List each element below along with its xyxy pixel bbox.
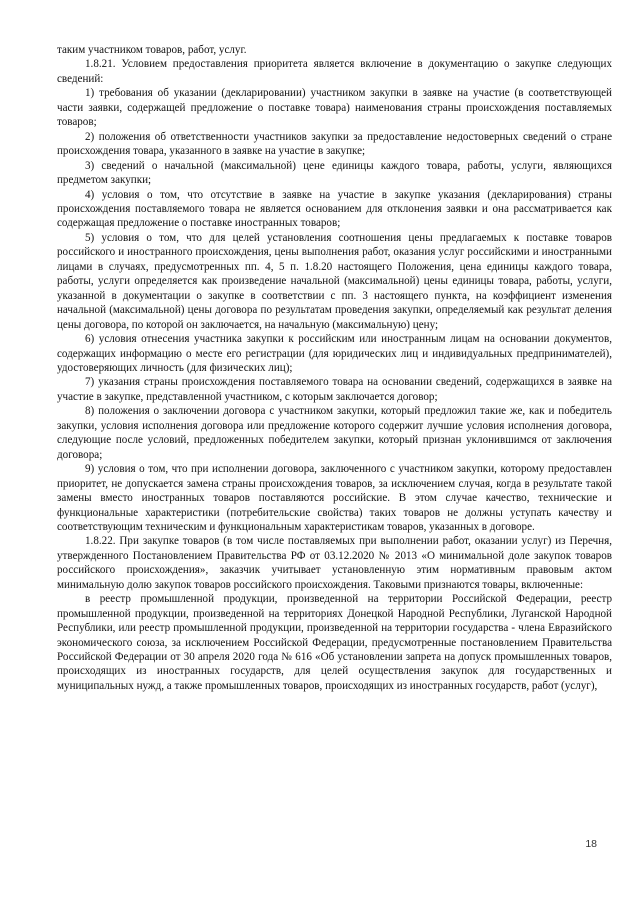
- paragraph-clause-1-8-22: 1.8.22. При закупке товаров (в том числе поставляемых при выполнении работ, оказании услуг) из Перечня, утвержденного Постановлением Правительства РФ от 03.12.2020 № 2013 «О минимальной доле закупок товаров российского происхождения», заказчик учитывает установленную этим нормативным правовым актом минимальную долю закупок товаров российского происхождения. Таковыми признаются товары, включенные:: [57, 535, 612, 591]
- paragraph-registry-list: в реестр промышленной продукции, произведенной на территории Российской Федерации, реестр промышленной продукции, произведенной на территориях Донецкой Народной Республики, Луганской Народной Республики, или реестр промышленной продукции, произведенной на территории государства - члена Евразийского экономического союза, за исключением Российской Федерации, предусмотренные постановлением Правительства Российской Федерации от 30 апреля 2020 года № 616 «Об установлении запрета на допуск промышленных товаров, происходящих из иностранных государств, для целей осуществления закупок для государственных и муниципальных нужд, а также промышленных товаров, происходящих из иностранных государств, работ (услуг),: [57, 593, 612, 692]
- paragraph-item-7: 7) указания страны происхождения поставляемого товара на основании сведений, содержащихся в заявке на участие в закупке, представленной участником, с которым заключается договор;: [57, 376, 612, 403]
- paragraph-continuation: таким участником товаров, работ, услуг.: [57, 44, 247, 56]
- page-number: 18: [585, 838, 597, 850]
- paragraph-item-4: 4) условия о том, что отсутствие в заявке на участие в закупке указания (декларирования) страны происхождения поставляемого товара не является основанием для отклонения заявки и она рассматривается как содержащая предложение о поставке иностранных товаров;: [57, 188, 612, 230]
- paragraph-item-5: 5) условия о том, что для целей установления соотношения цены предлагаемых к поставке товаров российского и иностранного происхождения, цены выполнения работ, оказания услуг российскими и иностранными лицами в случаях, предусмотренных пп. 4, 5 п. 1.8.20 настоящего Положения, цена единицы каждого товара, работы, услуги определяется как произведение начальной (максимальной) цены единицы товара, работы, услуги, указанной в документации о закупке в соответствии с пп. 3 настоящего пункта, на коэффициент изменения начальной (максимальной) цены договора по результатам проведения закупки, определяемый как результат деления цены договора, по которой он заключается, на начальную (максимальную) цену;: [57, 231, 612, 331]
- paragraph-clause-1-8-21: 1.8.21. Условием предоставления приоритета является включение в документацию о закупке следующих сведений:: [57, 58, 612, 85]
- document-page: [57, 43, 612, 693]
- paragraph-item-6: 6) условия отнесения участника закупки к российским или иностранным лицам на основании документов, содержащих информацию о месте его регистрации (для юридических лиц и индивидуальных предпринимателей), удостоверяющих личность (для физических лиц);: [57, 333, 612, 374]
- paragraph-item-8: 8) положения о заключении договора с участником закупки, который предложил такие же, как и победитель закупки, условия исполнения договора или предложение которого содержит лучшие условия исполнения договора, следующие после условий, предложенных победителем закупки, который признан уклонившимся от заключения договора;: [57, 405, 612, 461]
- paragraph-item-3: 3) сведений о начальной (максимальной) цене единицы каждого товара, работы, услуги, являющихся предметом закупки;: [57, 159, 612, 187]
- paragraph-item-2: 2) положения об ответственности участников закупки за предоставление недостоверных сведений о стране происхождения товара, указанного в заявке на участие в закупке;: [57, 130, 612, 158]
- paragraph-item-9: 9) условия о том, что при исполнении договора, заключенного с участником закупки, которому предоставлен приоритет, не допускается замена страны происхождения товаров, за исключением случая, когда в результате такой замены вместо иностранных товаров поставляются российские. В этом случае качество, технические и функциональные характеристики (потребительские свойства) таких товаров не должны уступать качеству и соответствующим техническим и функциональным характеристикам товаров, указанных в договоре.: [57, 463, 612, 533]
- paragraph-item-1: 1) требования об указании (декларировании) участником закупки в заявке на участие (в соответствующей части заявки, содержащей предложение о поставке товара) наименования страны происхождения поставляемых товаров;: [57, 87, 612, 129]
